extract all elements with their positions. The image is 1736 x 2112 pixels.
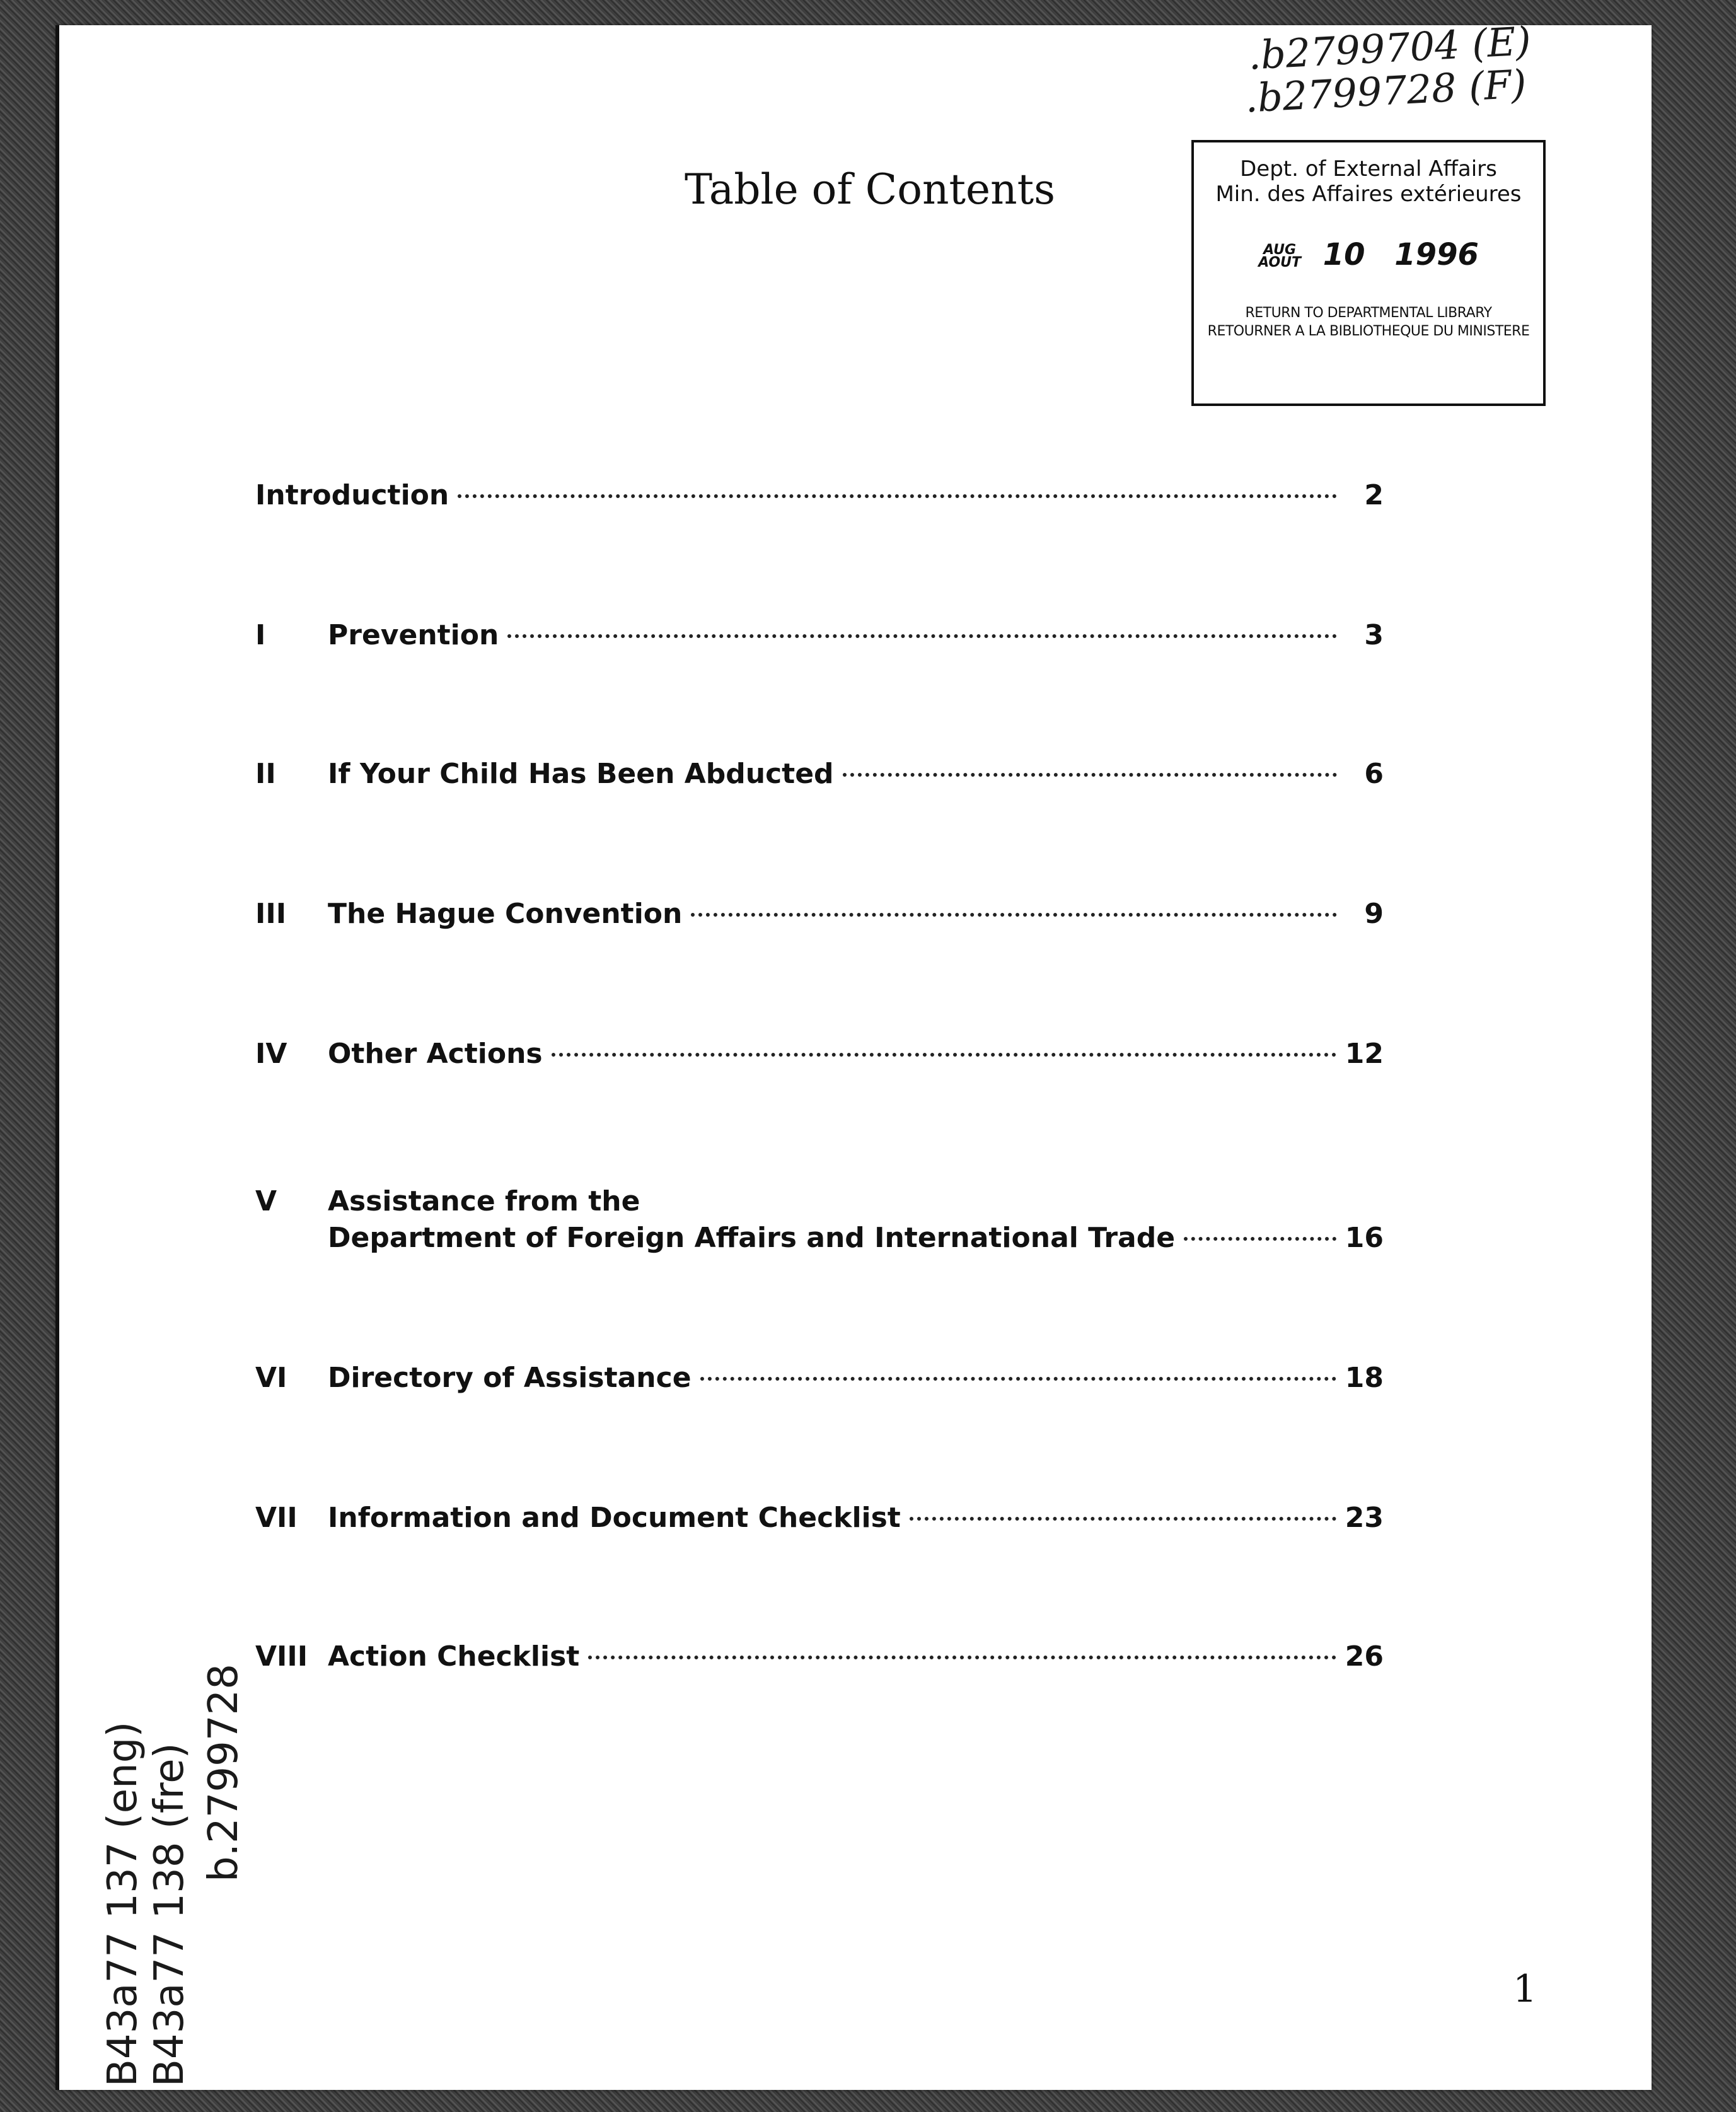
- toc-entry-introduction: [255, 479, 1384, 555]
- toc-entry-page: 26: [1345, 1640, 1384, 1673]
- toc-entry-page: 2: [1364, 479, 1384, 511]
- handwritten-side-note-french: B43a77 138 (fre): [146, 1743, 193, 2087]
- stamp-return-english: RETURN TO DEPARTMENTAL LIBRARY: [1245, 305, 1492, 321]
- toc-entry-page: 12: [1345, 1038, 1384, 1070]
- stamp-return-french: RETOURNER A LA BIBLIOTHEQUE DU MINISTERE: [1207, 323, 1530, 339]
- toc-entry-numeral: VII: [255, 1502, 298, 1534]
- toc-entry-assistance: [255, 1185, 1384, 1261]
- toc-entry-numeral: V: [255, 1185, 277, 1217]
- library-stamp: [1191, 140, 1546, 406]
- toc-entry-title: Directory of Assistance: [328, 1362, 692, 1394]
- handwritten-side-note-number: b.2799728: [200, 1664, 247, 1882]
- toc-entry-other-actions: [255, 1038, 1384, 1113]
- page-title: Table of Contents: [684, 165, 1055, 214]
- toc-entry-prevention: [255, 619, 1384, 695]
- handwritten-catalog-number-english: .b2799704 (E): [1247, 18, 1532, 79]
- dot-leader: [458, 494, 1337, 498]
- toc-entry-numeral: VIII: [255, 1640, 308, 1673]
- handwritten-side-note-english: B43a77 137 (eng): [100, 1721, 146, 2087]
- page-number: 1: [1513, 1967, 1537, 2011]
- dot-leader: [691, 913, 1337, 917]
- dot-leader: [552, 1053, 1336, 1057]
- toc-entry-title: Other Actions: [328, 1038, 543, 1070]
- stamp-month-en: AUG: [1263, 242, 1297, 258]
- toc-entry-title-line1: Assistance from the: [328, 1185, 640, 1217]
- toc-entry-numeral: IV: [255, 1038, 287, 1070]
- toc-entry-title: Information and Document Checklist: [328, 1502, 901, 1534]
- stamp-date: [1194, 237, 1543, 272]
- toc-entry-numeral: VI: [255, 1362, 287, 1394]
- dot-leader: [588, 1656, 1336, 1659]
- dot-leader: [843, 773, 1337, 777]
- binding-edge: [55, 25, 59, 2090]
- toc-entry-page: 23: [1345, 1502, 1384, 1534]
- toc-entry-hague-convention: [255, 898, 1384, 973]
- toc-entry-page: 6: [1364, 758, 1384, 790]
- toc-entry-title-line2: Department of Foreign Affairs and International Trade: [328, 1222, 1176, 1254]
- toc-entry-page: 3: [1364, 619, 1384, 651]
- toc-entry-title: Introduction: [255, 479, 449, 511]
- toc-entry-document-checklist: [255, 1502, 1384, 1577]
- toc-entry-page: 16: [1345, 1222, 1384, 1254]
- toc-entry-action-checklist: [255, 1640, 1384, 1716]
- stamp-year: 1996: [1394, 237, 1479, 272]
- stamp-dept-english: Dept. of External Affairs: [1240, 156, 1497, 182]
- stamp-month-fr: AOUT: [1258, 255, 1302, 270]
- stamp-dept-french: Min. des Affaires extérieures: [1215, 182, 1522, 207]
- dot-leader: [1184, 1237, 1336, 1241]
- toc-entry-numeral: I: [255, 619, 266, 651]
- toc-entry-title: Action Checklist: [328, 1640, 580, 1673]
- toc-entry-page: 9: [1364, 898, 1384, 930]
- toc-entry-abducted: [255, 758, 1384, 833]
- stamp-month: [1258, 244, 1301, 269]
- toc-entry-title: The Hague Convention: [328, 898, 683, 930]
- toc-entry-numeral: III: [255, 898, 287, 930]
- toc-entry-numeral: II: [255, 758, 276, 790]
- dot-leader: [700, 1377, 1336, 1381]
- stamp-day: 10: [1322, 237, 1365, 272]
- handwritten-catalog-number-french: .b2799728 (F): [1244, 61, 1528, 122]
- dot-leader: [507, 634, 1337, 638]
- dot-leader: [910, 1517, 1336, 1521]
- toc-entry-directory: [255, 1362, 1384, 1437]
- toc-entry-title: If Your Child Has Been Abducted: [328, 758, 834, 790]
- toc-entry-title: Prevention: [328, 619, 499, 651]
- toc-entry-page: 18: [1345, 1362, 1384, 1394]
